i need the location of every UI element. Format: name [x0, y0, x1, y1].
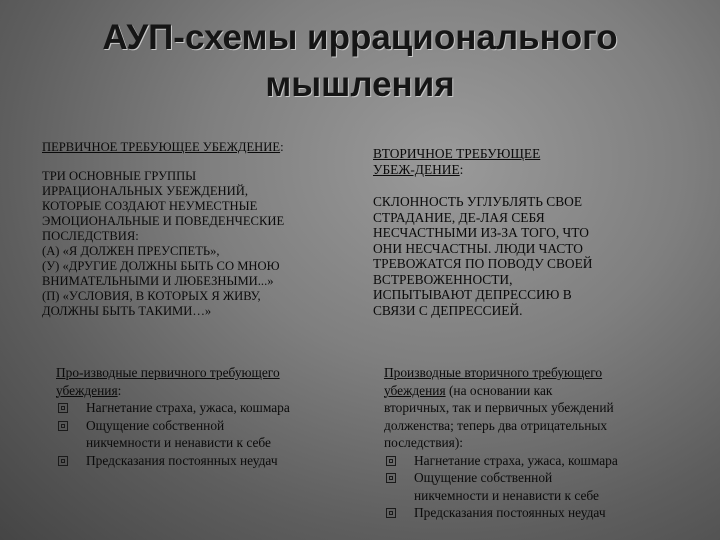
- text-line: ВСТРЕВОЖЕННОСТИ,: [373, 271, 513, 287]
- secondary-derivatives-block: [384, 364, 684, 522]
- square-bullet-icon: [386, 508, 396, 518]
- text-line: (А) «Я ДОЛЖЕН ПРЕУСПЕТЬ»,: [42, 244, 220, 258]
- square-bullet-icon: [58, 456, 68, 466]
- list-item: Предсказания постоянных неудач: [56, 452, 356, 470]
- list-item: Ощущение собственной никчемности и ненависти к себе: [56, 417, 356, 452]
- text-line: (П) «УСЛОВИЯ, В КОТОРЫХ Я ЖИВУ,: [42, 289, 261, 303]
- square-bullet-icon: [58, 421, 68, 431]
- primary-belief-block: [42, 140, 342, 319]
- text-line: СКЛОННОСТЬ УГЛУБЛЯТЬ СВОЕ: [373, 194, 583, 209]
- slide-title: [60, 14, 660, 108]
- text-line: последствия):: [384, 435, 464, 450]
- title-line-2: мышления: [265, 65, 455, 104]
- list-item: Нагнетание страха, ужаса, кошмара: [56, 399, 356, 417]
- list-item: Ощущение собственной никчемности и ненависти к себе: [384, 469, 684, 504]
- primary-derivatives-block: [56, 364, 356, 469]
- text-line: ИРРАЦИОНАЛЬНЫХ УБЕЖДЕНИЙ,: [42, 184, 248, 198]
- primary-belief-heading: ПЕРВИЧНОЕ ТРЕБУЮЩЕЕ УБЕЖДЕНИЕ:: [42, 140, 284, 154]
- text-line: долженства; теперь два отрицательных: [384, 417, 608, 433]
- square-bullet-icon: [386, 456, 396, 466]
- secondary-derivatives-list: [384, 452, 684, 522]
- text-line: ПОСЛЕДСТВИЯ:: [42, 229, 139, 243]
- primary-derivatives-heading-line-2: убеждения:: [56, 382, 122, 398]
- secondary-derivatives-heading-line-1: Производные вторичного требующего: [384, 365, 603, 380]
- text-line: (У) «ДРУГИЕ ДОЛЖНЫ БЫТЬ СО МНОЮ: [42, 259, 280, 273]
- secondary-belief-block: [373, 146, 673, 318]
- text-line: СВЯЗИ С ДЕПРЕССИЕЙ.: [373, 302, 523, 318]
- text-line: ТРЕВОЖАТСЯ ПО ПОВОДУ СВОЕЙ: [373, 256, 593, 271]
- text-line: ОНИ НЕСЧАСТНЫ. ЛЮДИ ЧАСТО: [373, 240, 583, 256]
- text-line: ДОЛЖНЫ БЫТЬ ТАКИМИ…»: [42, 304, 212, 318]
- title-line-1: АУП-схемы иррационального: [102, 18, 618, 57]
- text-line: ТРИ ОСНОВНЫЕ ГРУППЫ: [42, 169, 197, 183]
- secondary-belief-heading-line-1: ВТОРИЧНОЕ ТРЕБУЮЩЕЕ: [373, 146, 541, 161]
- text-line: ВНИМАТЕЛЬНЫМИ И ЛЮБЕЗНЫМИ...»: [42, 274, 274, 288]
- text-line: ЭМОЦИОНАЛЬНЫЕ И ПОВЕДЕНЧЕСКИЕ: [42, 214, 285, 228]
- secondary-belief-heading-line-2: УБЕЖ-ДЕНИЕ:: [373, 161, 464, 177]
- primary-derivatives-list: [56, 399, 356, 469]
- text-line: НЕСЧАСТНЫМИ ИЗ-ЗА ТОГО, ЧТО: [373, 225, 589, 240]
- primary-derivatives-heading-line-1: Про-изводные первичного требующего: [56, 365, 280, 380]
- text-line: ИСПЫТЫВАЮТ ДЕПРЕССИЮ В: [373, 287, 572, 302]
- text-line: СТРАДАНИЕ, ДЕ-ЛАЯ СЕБЯ: [373, 209, 545, 225]
- list-item: Предсказания постоянных неудач: [384, 504, 684, 522]
- text-line: КОТОРЫЕ СОЗДАЮТ НЕУМЕСТНЫЕ: [42, 199, 258, 213]
- square-bullet-icon: [58, 403, 68, 413]
- text-line: вторичных, так и первичных убеждений: [384, 400, 614, 415]
- secondary-derivatives-heading-line-2: убеждения (на основании как: [384, 382, 553, 398]
- square-bullet-icon: [386, 473, 396, 483]
- list-item: Нагнетание страха, ужаса, кошмара: [384, 452, 684, 470]
